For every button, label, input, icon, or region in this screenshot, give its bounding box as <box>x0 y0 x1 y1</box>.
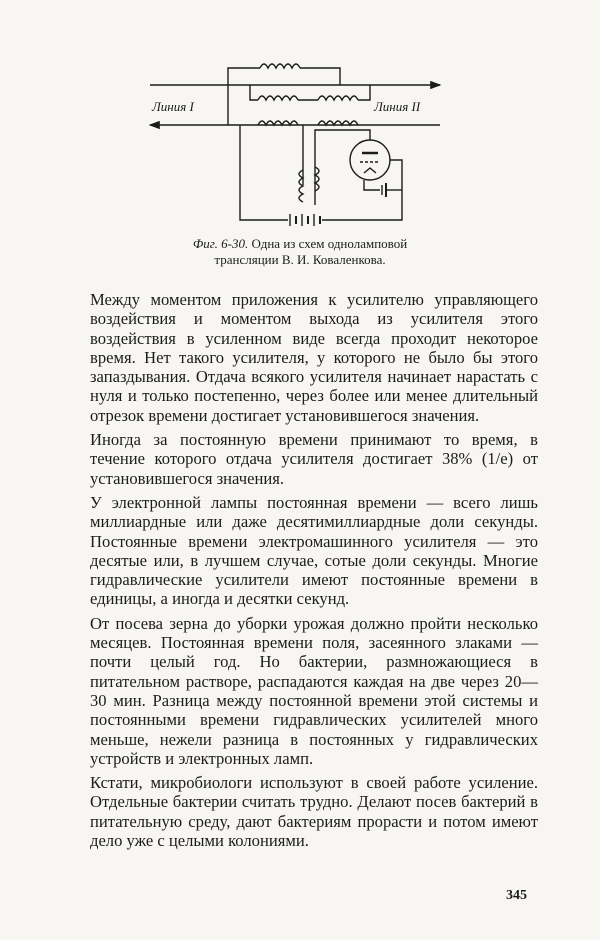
paragraph-3: У электронной лампы постоянная времени — всего лишь миллиардные или даже десятимиллиардные доли секунды. Постоянные времени электромашинного усилителя — это десятые или, в лучшем случае, сотые доли секунды. Многие гидравлические усилители имеют постоянные времени в единицы, а иногда и десятки секунд. <box>90 492 538 609</box>
circuit-diagram <box>140 55 450 235</box>
caption-line-2: трансляции В. И. Коваленкова. <box>214 252 386 267</box>
caption-line-1: Одна из схем одноламповой <box>251 236 408 251</box>
left-line-label: Линия I <box>152 99 194 114</box>
anode-battery <box>290 214 320 226</box>
vacuum-tube <box>350 140 390 180</box>
paragraph-4: От посева зерна до уборки урожая должно пройти несколько месяцев. Постоянная времени поля, засеянного злаками — почти целый год. Но бактерии, размножающиеся в питательном растворе, распадаются каждая на две через 20—30 мин. Разница между постоянной времени этой системы и постоянными времени гидравлических усилителей много меньше, нежели разница в постоянных у гидравлических устройств и электронных ламп. <box>90 613 538 768</box>
body-text <box>90 290 538 850</box>
paragraph-2: Иногда за постоянную времени принимают то время, в течение которого отдача усилителя достигает 38% (1/e) от установившегося значения. <box>90 430 538 488</box>
coil-line-top-left <box>258 96 298 100</box>
coil-line-top-right <box>318 96 358 100</box>
circuit-figure <box>140 55 450 235</box>
top-coil <box>260 64 300 68</box>
figure-caption <box>140 236 460 268</box>
page-number: 345 <box>506 888 527 903</box>
paragraph-5: Кстати, микробиологи используют в своей работе усиление. Отдельные бактерии считать трудно. Делают посев бактерий в питательную среду, дают бактериям прорасти и потом имеют дело уже с целыми колониями. <box>90 773 538 851</box>
top-loop <box>228 68 260 125</box>
paragraph-1: Между моментом приложения к усилителю управляющего воздействия и моментом выхода из усилителя этого воздействия в усиленном виде всегда проходит некоторое время. Нет такого усилителя, у которого не было бы этого запаздывания. Отдача всякого усилителя начинает нарастать с нуля и только постепенно, через более или менее длительный отрезок времени достигает установившегося значения. <box>90 290 538 425</box>
figure-number: Фиг. 6-30. <box>192 236 249 251</box>
right-line-label: Линия II <box>374 99 421 114</box>
